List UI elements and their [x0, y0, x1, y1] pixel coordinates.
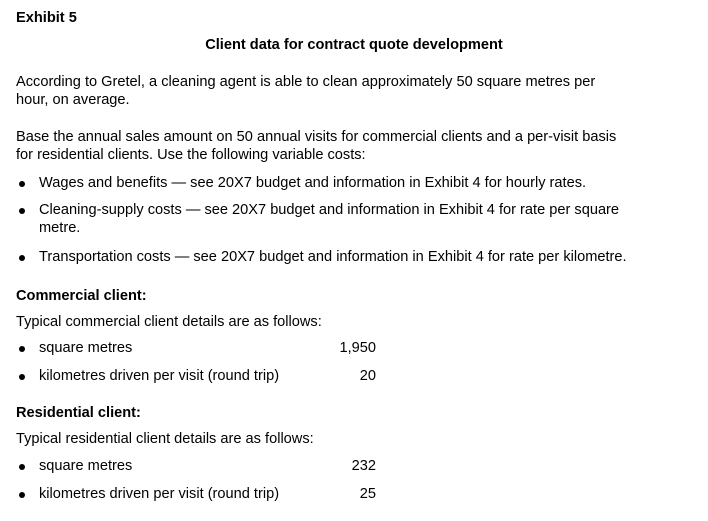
- detail-value: 232: [351, 458, 376, 474]
- bullet-icon: [19, 492, 25, 498]
- commercial-intro: Typical commercial client details are as follows:: [16, 314, 322, 330]
- bullet-icon: [19, 346, 25, 352]
- detail-value: 1,950: [339, 340, 376, 356]
- detail-label: square metres: [39, 340, 133, 356]
- cost-item-text: Transportation costs — see 20X7 budget and information in Exhibit 4 for rate per kilometre.: [39, 249, 627, 265]
- intro-line-1: According to Gretel, a cleaning agent is able to clean approximately 50 square metres per: [16, 74, 596, 90]
- cost-item-text: Wages and benefits — see 20X7 budget and information in Exhibit 4 for hourly rates.: [39, 175, 587, 191]
- bullet-icon: [19, 208, 25, 214]
- detail-label: kilometres driven per visit (round trip): [39, 368, 280, 384]
- detail-label: square metres: [39, 458, 133, 474]
- bullet-icon: [19, 255, 25, 261]
- cost-item-text: Cleaning-supply costs — see 20X7 budget and information in Exhibit 4 for rate per square: [39, 202, 620, 218]
- basis-line-2: for residential clients. Use the following variable costs:: [16, 147, 366, 163]
- cost-item-text-continued: metre.: [39, 220, 81, 236]
- bullet-icon: [19, 181, 25, 187]
- residential-intro: Typical residential client details are as follows:: [16, 431, 314, 447]
- document-title: Client data for contract quote development: [205, 37, 503, 53]
- detail-value: 20: [359, 368, 376, 384]
- residential-heading: Residential client:: [16, 405, 141, 421]
- exhibit-label: Exhibit 5: [16, 10, 77, 26]
- basis-line-1: Base the annual sales amount on 50 annual visits for commercial clients and a per-visit basis: [16, 129, 617, 145]
- detail-value: 25: [359, 486, 376, 502]
- bullet-icon: [19, 464, 25, 470]
- bullet-icon: [19, 374, 25, 380]
- intro-line-2: hour, on average.: [16, 92, 130, 108]
- commercial-heading: Commercial client:: [16, 288, 147, 304]
- detail-label: kilometres driven per visit (round trip): [39, 486, 280, 502]
